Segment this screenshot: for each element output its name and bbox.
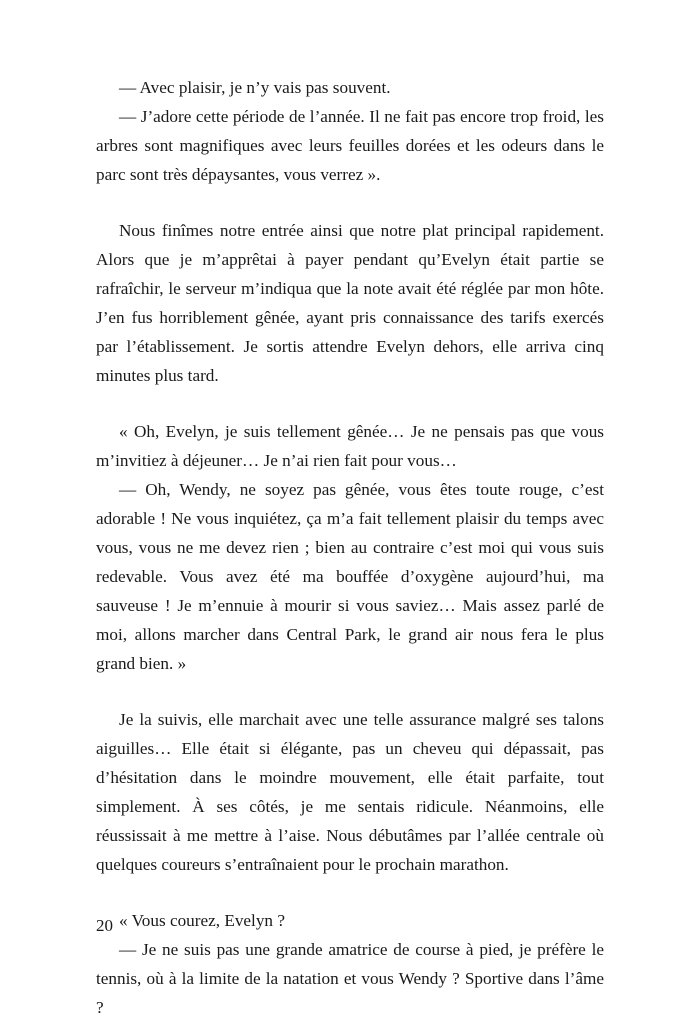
paragraph-gap (96, 879, 604, 906)
dialogue-line: — J’adore cette période de l’année. Il ne fait pas encore trop froid, les arbres sont magnifiques avec leurs feuilles dorées et les odeurs dans le parc sont très dépaysantes, vous verrez ». (96, 107, 604, 184)
dialogue-line: — Je ne suis pas une grande amatrice de course à pied, je préfère le tennis, où à la limite de la natation et vous Wendy ? Sportive dans l’âme ? (96, 940, 604, 1017)
paragraph-gap (96, 390, 604, 417)
page-body (96, 73, 604, 1022)
narrative-paragraph: Je la suivis, elle marchait avec une telle assurance malgré ses talons aiguilles… Elle était si élégante, pas un cheveu qui dépassait, pas d’hésitation dans le moindre mouvement, elle était parfaite, tout simplement. À ses côtés, je me sentais ridicule. Néanmoins, elle réussissait à me mettre à l’aise. Nous débutâmes par l’allée centrale où quelques coureurs s’entraînaient pour le prochain marathon. (96, 710, 604, 874)
paragraph-gap (96, 678, 604, 705)
paragraph-gap (96, 189, 604, 216)
page-number: 20 (96, 916, 113, 935)
dialogue-line: « Oh, Evelyn, je suis tellement gênée… Je ne pensais pas que vous m’invitiez à déjeuner… Je n’ai rien fait pour vous… (96, 422, 604, 470)
narrative-paragraph: Nous finîmes notre entrée ainsi que notre plat principal rapidement. Alors que je m’apprêtai à payer pendant qu’Evelyn était partie se rafraîchir, le serveur m’indiqua que la note avait été réglée par mon hôte. J’en fus horriblement gênée, ayant pris connaissance des tarifs exercés par l’établissement. Je sortis attendre Evelyn dehors, elle arriva cinq minutes plus tard. (96, 221, 604, 385)
dialogue-line: — Avec plaisir, je n’y vais pas souvent. (119, 78, 391, 97)
dialogue-line: — Oh, Wendy, ne soyez pas gênée, vous êtes toute rouge, c’est adorable ! Ne vous inquiétez, ça m’a fait tellement plaisir du temps avec vous, vous ne me devez rien ; bien au contraire c’est moi qui vous suis redevable. Vous avez été ma bouffée d’oxygène aujourd’hui, ma sauveuse ! Je m’ennuie à mourir si vous saviez… Mais assez parlé de moi, allons marcher dans Central Park, le grand air nous fera le plus grand bien. » (96, 480, 604, 673)
dialogue-line: « Vous courez, Evelyn ? (119, 911, 285, 930)
